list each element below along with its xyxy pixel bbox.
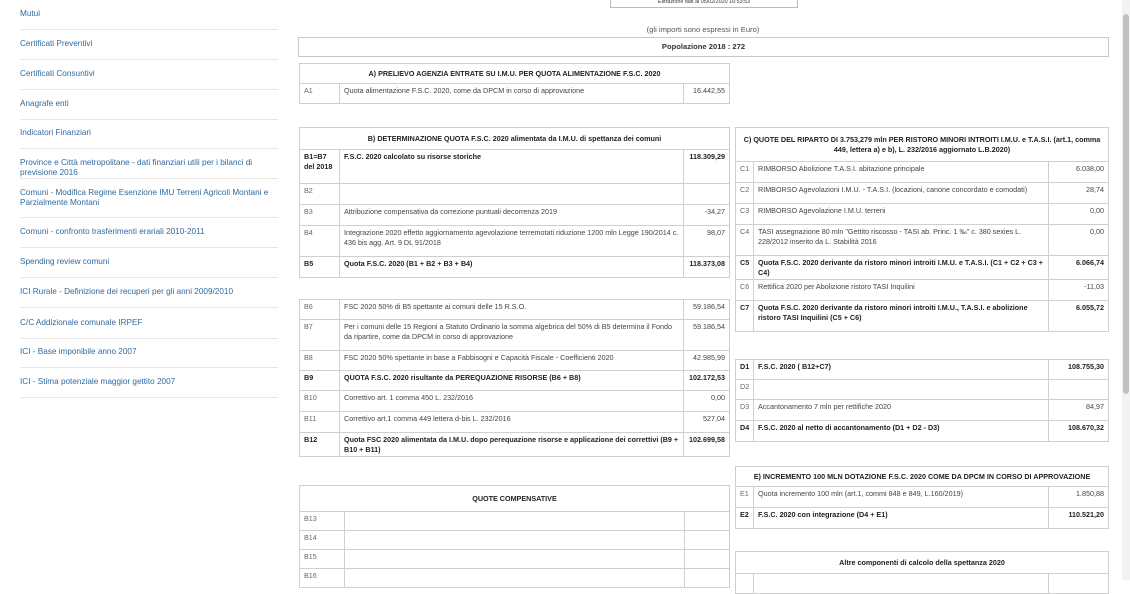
row-desc: [345, 550, 685, 569]
table-quote-compensative: [299, 485, 730, 588]
table-row: [736, 280, 1109, 301]
row-value: [1049, 574, 1109, 594]
row-value: 108.670,32: [1049, 421, 1109, 442]
row-code: D2: [736, 380, 754, 400]
row-value: 118.373,08: [684, 257, 730, 278]
row-spacer: [300, 278, 730, 300]
sidebar-item-comuni-imu-terreni[interactable]: Comuni - Modifica Regime Esenzione IMU Terreni Agricoli Montani e Parzialmente Montani: [20, 188, 269, 208]
table-row: [300, 569, 730, 588]
table-row: [300, 184, 730, 205]
row-desc: Quota FSC 2020 alimentata da I.M.U. dopo perequazione risorse e applicazione dei correttivi (B9 + B10 + B11): [340, 433, 684, 457]
row-code: C2: [736, 183, 754, 204]
row-value: [684, 184, 730, 205]
table-row: [300, 391, 730, 412]
table-row: [736, 256, 1109, 280]
sidebar-divider: [20, 277, 278, 278]
table-row: [300, 84, 730, 104]
row-value: 110.521,20: [1049, 508, 1109, 529]
row-code: B1=B7 del 2018: [300, 150, 340, 184]
row-value: 6.055,72: [1049, 301, 1109, 332]
table-a-prelievo: [299, 63, 730, 104]
sidebar-item-indicatori-finanziari[interactable]: Indicatori Finanziari: [20, 128, 91, 137]
table-row: [736, 400, 1109, 421]
row-value: -34,27: [684, 205, 730, 226]
row-value: 98,07: [684, 226, 730, 257]
row-desc: QUOTA F.S.C. 2020 risultante da PEREQUAZIONE RISORSE (B6 + B8): [340, 371, 684, 391]
row-code: B13: [300, 512, 345, 531]
sidebar-divider: [20, 119, 278, 120]
sidebar: [0, 0, 285, 580]
sidebar-divider: [20, 148, 278, 149]
row-value: 59.186,54: [684, 320, 730, 351]
sidebar-item-ici-stima-gettito[interactable]: ICI - Stima potenziale maggior gettito 2007: [20, 377, 176, 386]
row-value: 84,97: [1049, 400, 1109, 421]
table-row: [300, 412, 730, 433]
row-desc: Correttivo art.1 comma 449 lettera d-bis L. 232/2016: [340, 412, 684, 433]
table-row: [300, 226, 730, 257]
row-value: [1049, 380, 1109, 400]
scrollbar-thumb[interactable]: [1123, 14, 1129, 394]
table-e-title: E) INCREMENTO 100 MLN DOTAZIONE F.S.C. 2020 COME DA DPCM IN CORSO DI APPROVAZIONE: [736, 467, 1109, 487]
row-code: B12: [300, 433, 340, 457]
row-desc: Quota alimentazione F.S.C. 2020, come da DPCM in corso di approvazione: [340, 84, 684, 104]
row-value: [685, 512, 730, 531]
sidebar-divider: [20, 397, 278, 398]
row-code: B5: [300, 257, 340, 278]
table-row: [300, 351, 730, 371]
sidebar-divider: [20, 367, 278, 368]
row-value: 42.985,99: [684, 351, 730, 371]
row-desc: TASI assegnazione 80 mln "Gettito riscosso - TASI ab. Princ. 1 ‰" c. 380 sexies L. 228/2012 inserito da L. Stabilità 2016: [754, 225, 1049, 256]
row-code: C7: [736, 301, 754, 332]
row-desc: Attribuzione compensativa da correzione puntuali decorrenza 2019: [340, 205, 684, 226]
row-code: D4: [736, 421, 754, 442]
row-value: [685, 531, 730, 550]
row-desc: Integrazione 2020 effetto aggiornamento agevolazione terremotati riduzione 1200 mln Legge 190/2014 c. 436 bis agg. Art. 9 DL 91/2018: [340, 226, 684, 257]
row-code: B2: [300, 184, 340, 205]
row-desc: Quota F.S.C. 2020 derivante da ristoro minori introiti I.M.U., T.A.S.I. e abolizione ristoro TASI Inquilini (C5 + C6): [754, 301, 1049, 332]
row-value: 16.442,55: [684, 84, 730, 104]
table-header-row: [736, 552, 1109, 574]
row-desc: [754, 380, 1049, 400]
table-header-row: [300, 128, 730, 150]
table-row: [736, 162, 1109, 183]
row-code: B10: [300, 391, 340, 412]
table-d-fsc: [735, 359, 1109, 442]
table-row: [736, 508, 1109, 529]
row-desc: Correttivo art. 1 comma 450 L. 232/2016: [340, 391, 684, 412]
table-row: [736, 204, 1109, 225]
row-code: C5: [736, 256, 754, 280]
sidebar-item-certificati-preventivi[interactable]: Certificati Preventivi: [20, 39, 93, 48]
row-value: 108.755,30: [1049, 360, 1109, 380]
table-row: [300, 300, 730, 320]
table-row: [736, 360, 1109, 380]
table-row: [300, 371, 730, 391]
row-value: 0,00: [1049, 225, 1109, 256]
table-header-row: [300, 64, 730, 84]
table-row: [300, 531, 730, 550]
row-value: 0,00: [1049, 204, 1109, 225]
sidebar-divider: [20, 89, 278, 90]
row-value: 527,04: [684, 412, 730, 433]
sidebar-divider: [20, 247, 278, 248]
row-code: C1: [736, 162, 754, 183]
row-code: C3: [736, 204, 754, 225]
sidebar-item-mutui[interactable]: Mutui: [20, 9, 41, 18]
sidebar-item-ici-base-imponibile[interactable]: ICI - Base imponibile anno 2007: [20, 347, 137, 356]
row-code: B15: [300, 550, 345, 569]
spacer-row: [300, 278, 730, 300]
table-header-row: [300, 486, 730, 512]
row-code: B14: [300, 531, 345, 550]
row-code: A1: [300, 84, 340, 104]
row-code: B6: [300, 300, 340, 320]
sidebar-item-addizionale-irpef[interactable]: C/C Addizionale comunale IRPEF: [20, 318, 143, 327]
row-desc: [340, 184, 684, 205]
row-desc: FSC 2020 50% spettante in base a Fabbisogni e Capacità Fiscale - Coefficienti 2020: [340, 351, 684, 371]
row-desc: [345, 512, 685, 531]
amounts-note: (gli importi sono espressi in Euro): [646, 25, 760, 34]
row-code: C6: [736, 280, 754, 301]
row-value: [685, 550, 730, 569]
row-desc: [754, 574, 1049, 594]
row-desc: [345, 569, 685, 588]
sidebar-divider: [20, 338, 278, 339]
row-desc: F.S.C. 2020 con integrazione (D4 + E1): [754, 508, 1049, 529]
table-row: [736, 183, 1109, 204]
table-row: [736, 574, 1109, 594]
row-desc: Rettifica 2020 per Abolizione ristoro TASI Inquilini: [754, 280, 1049, 301]
row-desc: Quota F.S.C. 2020 (B1 + B2 + B3 + B4): [340, 257, 684, 278]
sidebar-item-anagrafe-enti[interactable]: Anagrafe enti: [20, 99, 69, 108]
row-value: 6.038,00: [1049, 162, 1109, 183]
row-desc: Quota incremento 100 mln (art.1, commi 848 e 849, L.160/2019): [754, 487, 1049, 508]
sidebar-item-certificati-consuntivi[interactable]: Certificati Consuntivi: [20, 69, 95, 78]
row-desc: RIMBORSO Agevolazione I.M.U. terreni: [754, 204, 1049, 225]
table-f-title: Altre componenti di calcolo della spettanza 2020: [736, 552, 1109, 574]
row-desc: Accantonamento 7 mln per rettifiche 2020: [754, 400, 1049, 421]
row-code: B3: [300, 205, 340, 226]
row-code: B8: [300, 351, 340, 371]
sidebar-divider: [20, 29, 278, 30]
row-desc: F.S.C. 2020 ( B12+C7): [754, 360, 1049, 380]
row-value: 102.172,53: [684, 371, 730, 391]
table-altre-componenti: [735, 551, 1109, 594]
row-value: 59.186,54: [684, 300, 730, 320]
table-header-row: [736, 128, 1109, 162]
table-row: [300, 550, 730, 569]
row-code: E2: [736, 508, 754, 529]
table-row: [736, 380, 1109, 400]
table-header-row: [736, 467, 1109, 487]
sidebar-divider: [20, 307, 278, 308]
table-row: [300, 257, 730, 278]
table-row: [300, 320, 730, 351]
sidebar-item-province-citta[interactable]: Province e Città metropolitane - dati finanziari utili per i bilanci di previsione 2016: [20, 158, 253, 178]
row-desc: Quota F.S.C. 2020 derivante da ristoro minori introiti I.M.U. e T.A.S.I. (C1 + C2 + C3 + C4): [754, 256, 1049, 280]
sidebar-divider: [20, 217, 278, 218]
table-b-title: B) DETERMINAZIONE QUOTA F.S.C. 2020 alimentata da I.M.U. di spettanza dei comuni: [300, 128, 730, 150]
sidebar-divider: [20, 59, 278, 60]
row-code: [736, 574, 754, 594]
table-c-ristoro: [735, 127, 1109, 332]
row-desc: Per i comuni delle 15 Regioni a Statuto Ordinario la somma algebrica del 50% di B5 determina il Fondo da ripartire, come da DPCM in corso di approvazione: [340, 320, 684, 351]
sidebar-divider: [20, 178, 278, 179]
table-row: [300, 433, 730, 457]
row-code: B9: [300, 371, 340, 391]
sidebar-item-spending-review[interactable]: Spending review comuni: [20, 257, 110, 266]
row-code: D3: [736, 400, 754, 421]
page-scrollbar[interactable]: [1122, 0, 1130, 580]
row-code: B16: [300, 569, 345, 588]
table-row: [736, 225, 1109, 256]
row-value: 28,74: [1049, 183, 1109, 204]
table-row: [300, 512, 730, 531]
table-row: [736, 487, 1109, 508]
row-code: E1: [736, 487, 754, 508]
row-value: 0,00: [684, 391, 730, 412]
row-desc: [345, 531, 685, 550]
row-desc: F.S.C. 2020 calcolato su risorse storiche: [340, 150, 684, 184]
table-c-title: C) QUOTE DEL RIPARTO DI 3.753,279 mln PER RISTORO MINORI INTROITI I.M.U. e T.A.S.I. (art.1, comma 449, lettera a) e b), L. 232/2016 aggiornato L.B.2020): [736, 128, 1109, 162]
row-value: [685, 569, 730, 588]
row-desc: F.S.C. 2020 al netto di accantonamento (D1 + D2 - D3): [754, 421, 1049, 442]
row-value: 102.699,58: [684, 433, 730, 457]
row-value: -11,03: [1049, 280, 1109, 301]
row-code: D1: [736, 360, 754, 380]
sidebar-item-trasferimenti-erariali[interactable]: Comuni - confronto trasferimenti erariali 2010-2011: [20, 227, 205, 236]
table-row: [736, 301, 1109, 332]
table-row: [300, 205, 730, 226]
table-row: [736, 421, 1109, 442]
row-value: 118.309,29: [684, 150, 730, 184]
row-desc: RIMBORSO Abolizione T.A.S.I. abitazione principale: [754, 162, 1049, 183]
table-a-title: A) PRELIEVO AGENZIA ENTRATE SU I.M.U. PER QUOTA ALIMENTAZIONE F.S.C. 2020: [300, 64, 730, 84]
row-code: B11: [300, 412, 340, 433]
row-desc: RIMBORSO Agevolazioni I.M.U. - T.A.S.I. (locazioni, canone concordato e comodati): [754, 183, 1049, 204]
table-row: [300, 150, 730, 184]
table-q-title: QUOTE COMPENSATIVE: [300, 486, 730, 512]
row-code: C4: [736, 225, 754, 256]
table-e-incremento: [735, 466, 1109, 529]
row-code: B7: [300, 320, 340, 351]
extraction-timestamp: Estrazione dati al 05/02/2020 16:53:53: [610, 0, 798, 8]
table-b-determinazione: [299, 127, 730, 457]
row-code: B4: [300, 226, 340, 257]
row-value: 1.850,88: [1049, 487, 1109, 508]
row-desc: FSC 2020 50% di B5 spettante ai comuni delle 15 R.S.O.: [340, 300, 684, 320]
row-value: 6.066,74: [1049, 256, 1109, 280]
population-box: Popolazione 2018 : 272: [298, 37, 1109, 57]
sidebar-item-ici-rurale[interactable]: ICI Rurale - Definizione dei recuperi per gli anni 2009/2010: [20, 287, 233, 296]
